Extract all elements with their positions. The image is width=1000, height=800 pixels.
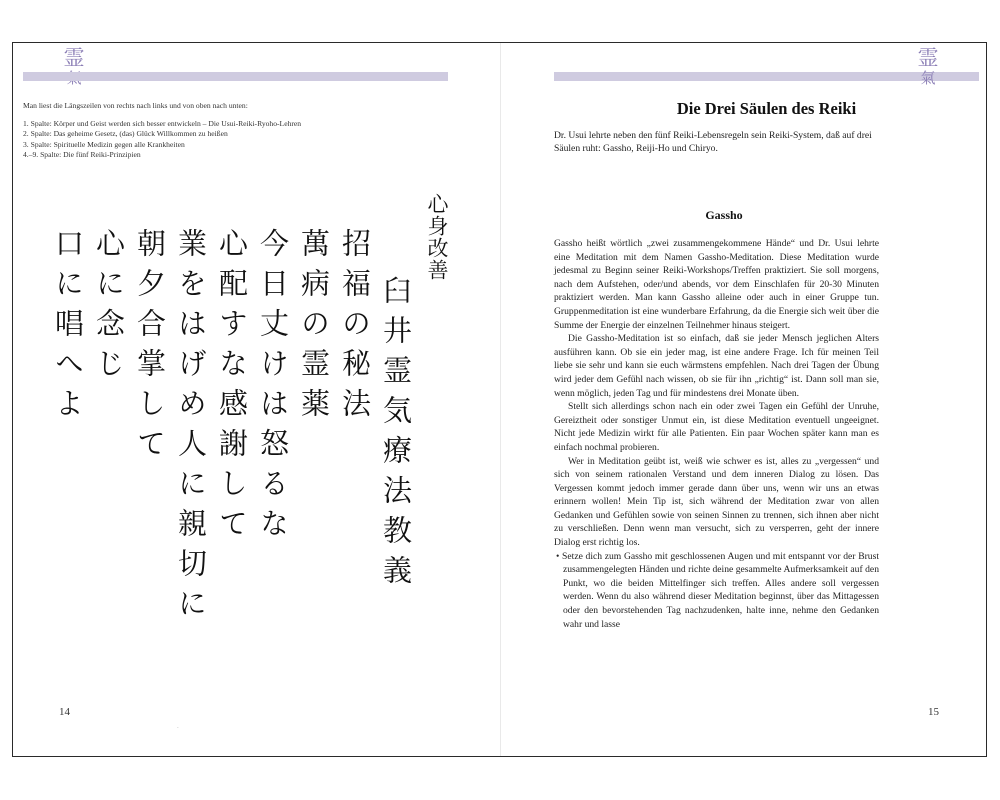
chapter-intro: Dr. Usui lehrte neben den fünf Reiki-Lebensregeln sein Reiki-System, daß auf drei Säulen ruht: Gassho, Reiji-Ho und Chiryo. (554, 130, 872, 154)
page-gutter (500, 43, 501, 756)
kanji-column: 心に念じ (92, 228, 126, 388)
section-title-gassho: Gassho (705, 208, 743, 222)
kanji-column-title: 臼井霊気療法教義 (379, 275, 413, 595)
header-band-left (23, 72, 448, 81)
kanji-column: 心配すな感謝して (215, 228, 249, 548)
gassho-body (554, 237, 879, 631)
reiki-seal-right-icon: 霊 氣 (917, 46, 939, 87)
paragraph: Gassho heißt wörtlich „zwei zusammengekommene Hände“ und Dr. Usui lehrte eine Meditation mit dem Namen Gassho-Meditation. Diese Meditation wurde jedesmal zu Beginn seiner Reiki-Workshops/Treffen praktiziert. Sie soll morgens, nach dem Aufstehen, oder/und abends, vor dem Einschlafen für 20-30 Minuten praktiziert werden. Man kann Gassho alleine oder auch in einer Gruppe tun. Gruppenmeditation ist eine wunderbare Erfahrung, da die Energie sich weit über die Summe der Energie der einzelnen Teilnehmer hinaus steigert. (554, 238, 879, 331)
legend-item: 4.–9. Spalte: Die fünf Reiki-Prinzipien (23, 150, 141, 159)
footer-mark: . (177, 722, 179, 730)
kanji-column: 招福の秘法 (338, 228, 372, 428)
reiki-seal-left-icon: 霊 (63, 46, 85, 70)
kanji-column: 今日丈けは怒るな (256, 228, 290, 548)
reading-notes (23, 101, 443, 161)
paragraph: Die Gassho-Meditation ist so einfach, daß sie jeder Mensch jeglichen Alters ausführen kann. Ob sie ein jeder mag, ist eine andere Frage. Ich für meinen Teil liebe sie sehr und kann sie euch wärmstens empfehlen. Nach drei Tagen der Übung wird jeder dem Gefühl nach wissen, ob sie für ihn „richtig“ ist. Dann soll man sie, wenn möglich, jeden Tag und für mindestens drei Monate üben. (554, 333, 879, 399)
legend-item: 3. Spalte: Spirituelle Medizin gegen alle Krankheiten (23, 139, 185, 149)
column-legend (23, 119, 443, 161)
legend-item: 1. Spalte: Körper und Geist werden sich besser entwickeln – Die Usui-Reiki-Ryoho-Lehren (23, 118, 302, 128)
header-band-right (554, 72, 979, 81)
chapter-title: Die Drei Säulen des Reiki (676, 99, 857, 118)
japanese-calligraphy (53, 193, 448, 693)
paragraph: Stellt sich allerdings schon nach ein oder zwei Tagen ein Gefühl der Unruhe, Gereiztheit oder sonstiger Unmut ein, ist diese Meditation eventuell ungeeignet. Nicht jede Medizin wirkt für alle Patienten. Ein paar Wochen später kann man es einfach nochmal probieren. (554, 401, 879, 453)
instruction-bullet: • Setze dich zum Gassho mit geschlossenen Augen und mit entspannt vor der Brust zusammengelegten Händen und richte deine gesammelte Aufmerksamkeit auf den Punkt, wo die beiden Mittelfinger sich treffen. Alles andere soll vergessen werden. Wenn du also während dieser Meditation beginnst, über das Mittagessen oder den bevorstehenden Tag nachzudenken, halte inne, nehme den Gedanken wahr und lasse (556, 550, 879, 630)
kanji-column: 業をはげめ人に親切に (174, 228, 208, 628)
kanji-column: 朝夕合掌して (133, 228, 167, 468)
reading-instruction: Man liest die Längszeilen von rechts nach links und von oben nach unten: (23, 101, 248, 110)
legend-item: 2. Spalte: Das geheime Gesetz, (das) Glück Willkommen zu heißen (23, 129, 228, 138)
page-number-right: 15 (928, 706, 939, 718)
kanji-column: 萬病の霊薬 (297, 228, 331, 428)
book-spread (12, 42, 987, 757)
kanji-column-heading: 心身改善 (425, 193, 449, 281)
kanji-column: 口に唱へよ (51, 228, 85, 428)
page-number-left: 14 (59, 706, 70, 718)
paragraph: Wer in Meditation geübt ist, weiß wie schwer es ist, alles zu „vergessen“ und sich von seinem rationalen Verstand und dem inneren Dialog zu lösen. Das Vergessen kommt jedoch immer gerade dann über uns, wenn wir uns an etwas erinnern wollen! Mein Tip ist, sich während der Meditation zwar von allen Gedanken und Gefühlen sowie von seinen Sinnen zu trennen, sich ihnen aber nicht zu verschließen. Denn wenn man versucht, sich zu versperren, geht der innere Dialog erst richtig los. (554, 455, 879, 549)
